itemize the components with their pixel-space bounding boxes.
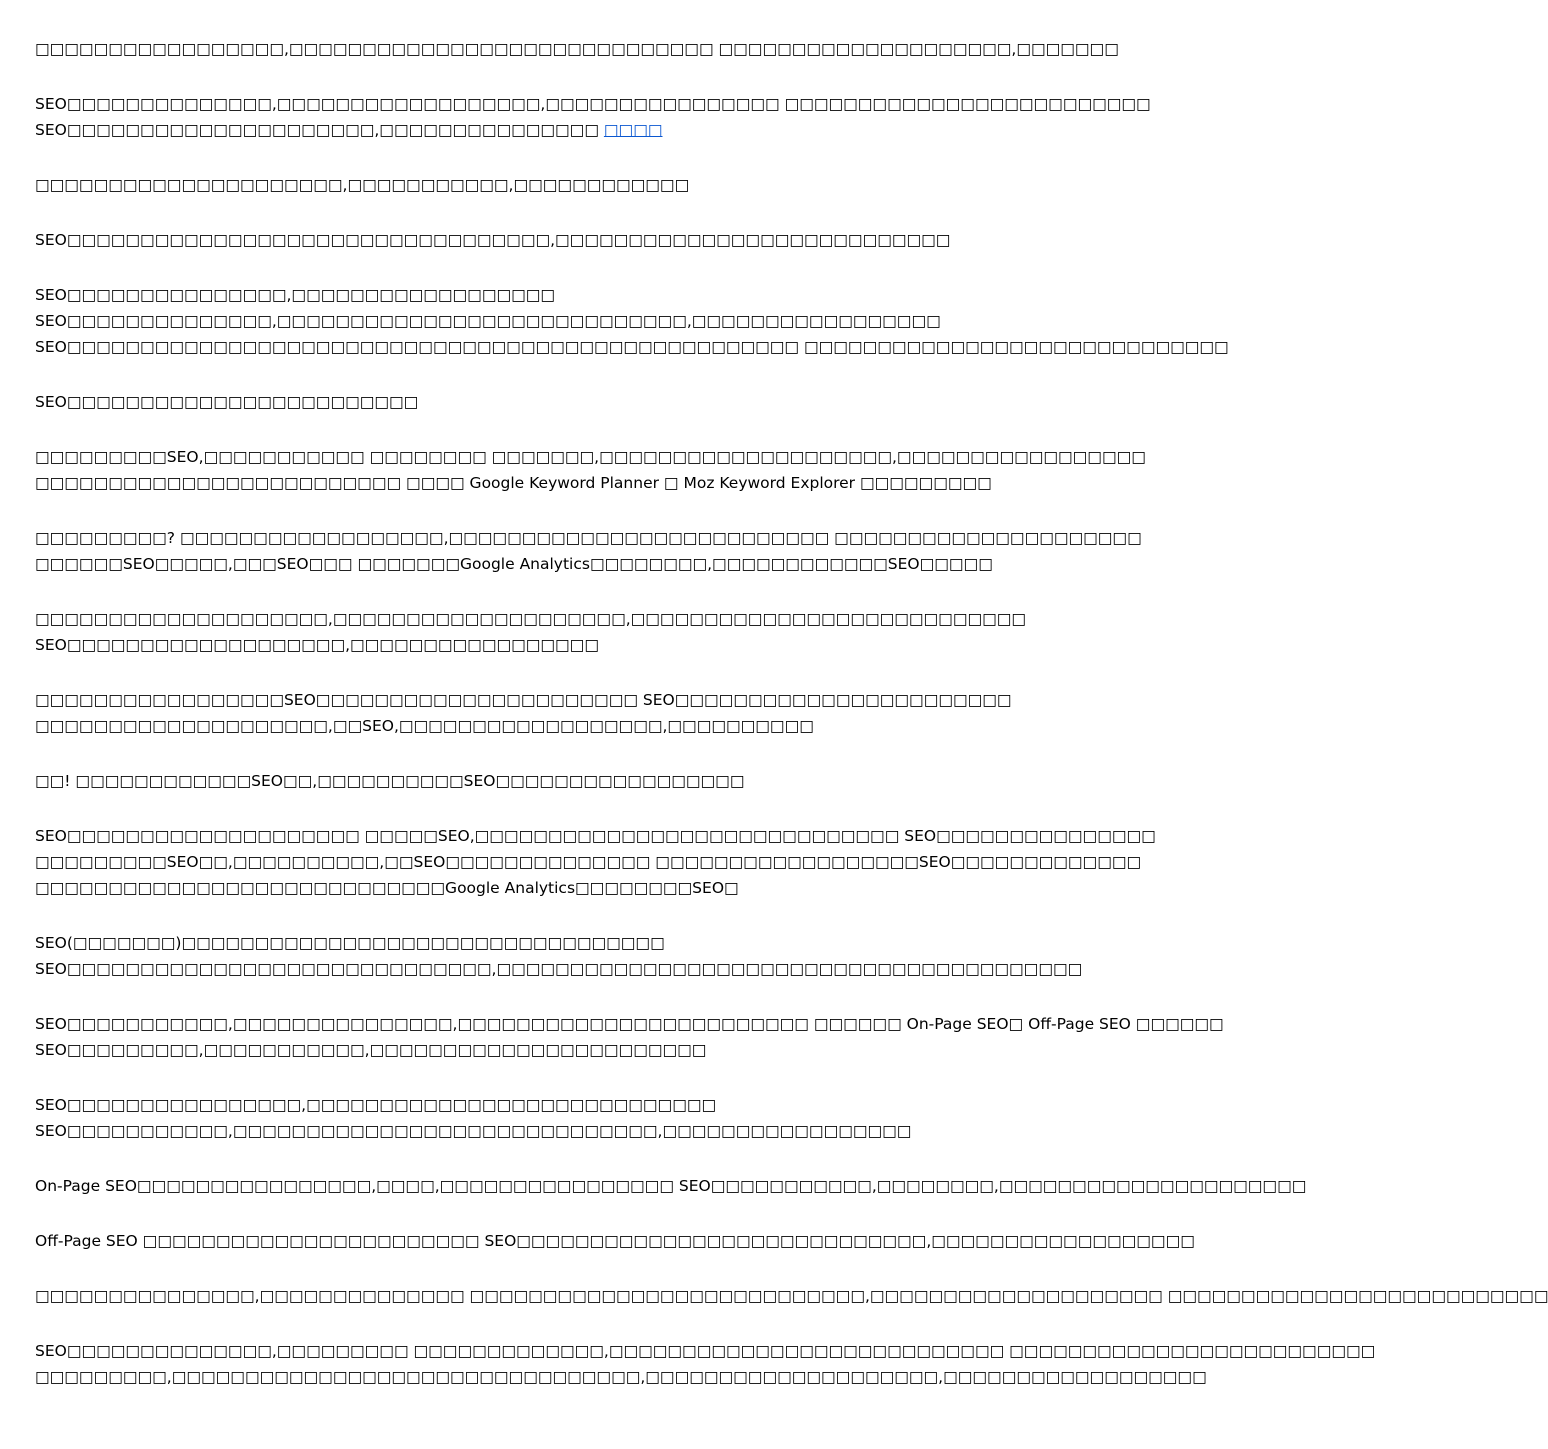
- paragraph: [35, 525, 1142, 577]
- text-line: SEO□□□□□□□□□□□□□□□□□□□□□□□□□□□□□□□□□□□□□□□□□□□□□□□□□□ □□□□□□□□□□□□□□□□□□□□□□□□□□□□□: [35, 338, 1229, 356]
- paragraph: [35, 768, 1024, 794]
- text-line: On-Page SEO□□□□□□□□□□□□□□□□,□□□□,□□□□□□□□□□□□□□□□ SEO□□□□□□□□□□□,□□□□□□□□,□□□□□□□□□□□□□□□□□□□□□: [35, 1177, 1307, 1195]
- paragraph: [35, 1283, 1548, 1309]
- paragraph: [35, 606, 1027, 658]
- paragraph: [35, 227, 1024, 253]
- paragraph: [35, 1092, 1024, 1144]
- text-line: □□□□□□SEO□□□□□,□□□SEO□□□ □□□□□□□Google Analytics□□□□□□□□,□□□□□□□□□□□□SEO□□□□□: [35, 555, 993, 573]
- text-line: □□□□□□□□□□□□□□□□□,□□□□□□□□□□□□□□□□□□□□□□□□□□□□□ □□□□□□□□□□□□□□□□□□□□,□□□□□□□: [35, 40, 1119, 58]
- text-line: SEO□□□□□□□□□□□□□□□□□□□□ □□□□□SEO,□□□□□□□□□□□□□□□□□□□□□□□□□□□□□ SEO□□□□□□□□□□□□□□□: [35, 827, 1156, 845]
- text-line: SEO□□□□□□□□□□□□□□□□□□□□□□□□□□□□□□□□□,□□□□□□□□□□□□□□□□□□□□□□□□□□□: [35, 231, 951, 249]
- paragraph: [35, 1011, 1224, 1063]
- paragraph: [35, 1173, 1307, 1199]
- inline-link[interactable]: □□□□: [603, 121, 663, 139]
- text-line: SEO□□□□□□□□□□□□□□,□□□□□□□□□□□□□□□□□□,□□□□□□□□□□□□□□□□ □□□□□□□□□□□□□□□□□□□□□□□□□: [35, 95, 1151, 113]
- text-line: □□□□□□□□□SEO□□,□□□□□□□□□□,□□SEO□□□□□□□□□□□□□□ □□□□□□□□□□□□□□□□□□SEO□□□□□□□□□□□□□: [35, 853, 1142, 871]
- paragraph: [35, 687, 1024, 739]
- text-line: SEO□□□□□□□□□□□□□□□□,□□□□□□□□□□□□□□□□□□□□□□□□□□□□: [35, 1096, 717, 1114]
- text-line: SEO□□□□□□□□□□□□□□□□□□□□□□□□: [35, 393, 419, 411]
- paragraph: [35, 91, 1151, 143]
- text-line: □□□□□□□□□□□□□□□□□□□□,□□□□□□□□□□□□□□□□□□□□,□□□□□□□□□□□□□□□□□□□□□□□□□□□: [35, 610, 1027, 628]
- text-line: □□□□□□□□□□□□□□□□□SEO□□□□□□□□□□□□□□□□□□□□□□ SEO□□□□□□□□□□□□□□□□□□□□□□□: [35, 691, 1012, 709]
- text-line: Off-Page SEO □□□□□□□□□□□□□□□□□□□□□□□ SEO□□□□□□□□□□□□□□□□□□□□□□□□□□□□,□□□□□□□□□□□□□□□□□□: [35, 1232, 1195, 1250]
- text-line: □□□□□□□□□□□□□□□□□□□□□,□□□□□□□□□□□,□□□□□□□□□□□□: [35, 176, 690, 194]
- text-line: SEO□□□□□□□□□□□□□□□□□□□□□,□□□□□□□□□□□□□□□: [35, 121, 604, 139]
- text-line: SEO□□□□□□□□□□□□□□□□□□□,□□□□□□□□□□□□□□□□□: [35, 636, 599, 654]
- text-line: □□□□□□□□□□□□□□□□□□□□□□□□□ □□□□ Google Keyword Planner □ Moz Keyword Explorer □□□□□□□□□: [35, 474, 992, 492]
- text-line-with-link: [35, 117, 1024, 143]
- text-line: □□□□□□□□□? □□□□□□□□□□□□□□□□□□,□□□□□□□□□□□□□□□□□□□□□□□□□□ □□□□□□□□□□□□□□□□□□□□□: [35, 529, 1142, 547]
- text-line: SEO□□□□□□□□□□□,□□□□□□□□□□□□□□□□□□□□□□□□□□□□□,□□□□□□□□□□□□□□□□□: [35, 1122, 912, 1140]
- text-line: □□! □□□□□□□□□□□□SEO□□,□□□□□□□□□□SEO□□□□□□□□□□□□□□□□□: [35, 772, 745, 790]
- text-line: □□□□□□□□□SEO,□□□□□□□□□□□ □□□□□□□□ □□□□□□□,□□□□□□□□□□□□□□□□□□□□,□□□□□□□□□□□□□□□□□: [35, 448, 1146, 466]
- text-line: SEO□□□□□□□□□□□□□□□,□□□□□□□□□□□□□□□□□□: [35, 286, 556, 304]
- text-line: SEO□□□□□□□□□□□□□□□□□□□□□□□□□□□□□,□□□□□□□□□□□□□□□□□□□□□□□□□□□□□□□□□□□□□□□□: [35, 960, 1083, 978]
- text-line: SEO□□□□□□□□□□□,□□□□□□□□□□□□□□□,□□□□□□□□□□□□□□□□□□□□□□□□ □□□□□□ On-Page SEO□ Off-Page SEO □□□□□□: [35, 1015, 1224, 1033]
- text-line: SEO□□□□□□□□□,□□□□□□□□□□□,□□□□□□□□□□□□□□□□□□□□□□□: [35, 1041, 707, 1059]
- text-line: SEO(□□□□□□□)□□□□□□□□□□□□□□□□□□□□□□□□□□□□□□□□□: [35, 934, 665, 952]
- text-line: SEO□□□□□□□□□□□□□□,□□□□□□□□□□□□□□□□□□□□□□□□□□□□,□□□□□□□□□□□□□□□□□: [35, 312, 941, 330]
- text-line: □□□□□□□□□□□□□□□□□□□□,□□SEO,□□□□□□□□□□□□□□□□□□,□□□□□□□□□□: [35, 717, 814, 735]
- text-line: □□□□□□□□□□□□□□□,□□□□□□□□□□□□□□ □□□□□□□□□□□□□□□□□□□□□□□□□□□,□□□□□□□□□□□□□□□□□□□□ □□□□□□□□□□□□□□□□□□□□□□□□□□: [35, 1287, 1548, 1305]
- paragraph: [35, 282, 1229, 360]
- paragraph: [35, 823, 1156, 901]
- text-line: □□□□□□□□□□□□□□□□□□□□□□□□□□□□Google Analytics□□□□□□□□SEO□: [35, 879, 739, 897]
- paragraph: [35, 36, 1119, 62]
- paragraph: [35, 1228, 1195, 1254]
- paragraph: [35, 389, 1024, 415]
- text-line: SEO□□□□□□□□□□□□□□,□□□□□□□□□ □□□□□□□□□□□□□,□□□□□□□□□□□□□□□□□□□□□□□□□□□ □□□□□□□□□□□□□□□□□□□□□□□□□: [35, 1342, 1376, 1360]
- text-line: □□□□□□□□□,□□□□□□□□□□□□□□□□□□□□□□□□□□□□□□□□,□□□□□□□□□□□□□□□□□□□□,□□□□□□□□□□□□□□□□□□: [35, 1368, 1207, 1386]
- paragraph: [35, 930, 1083, 982]
- paragraph: [35, 1338, 1376, 1390]
- paragraph: [35, 444, 1146, 496]
- paragraph: [35, 172, 1024, 198]
